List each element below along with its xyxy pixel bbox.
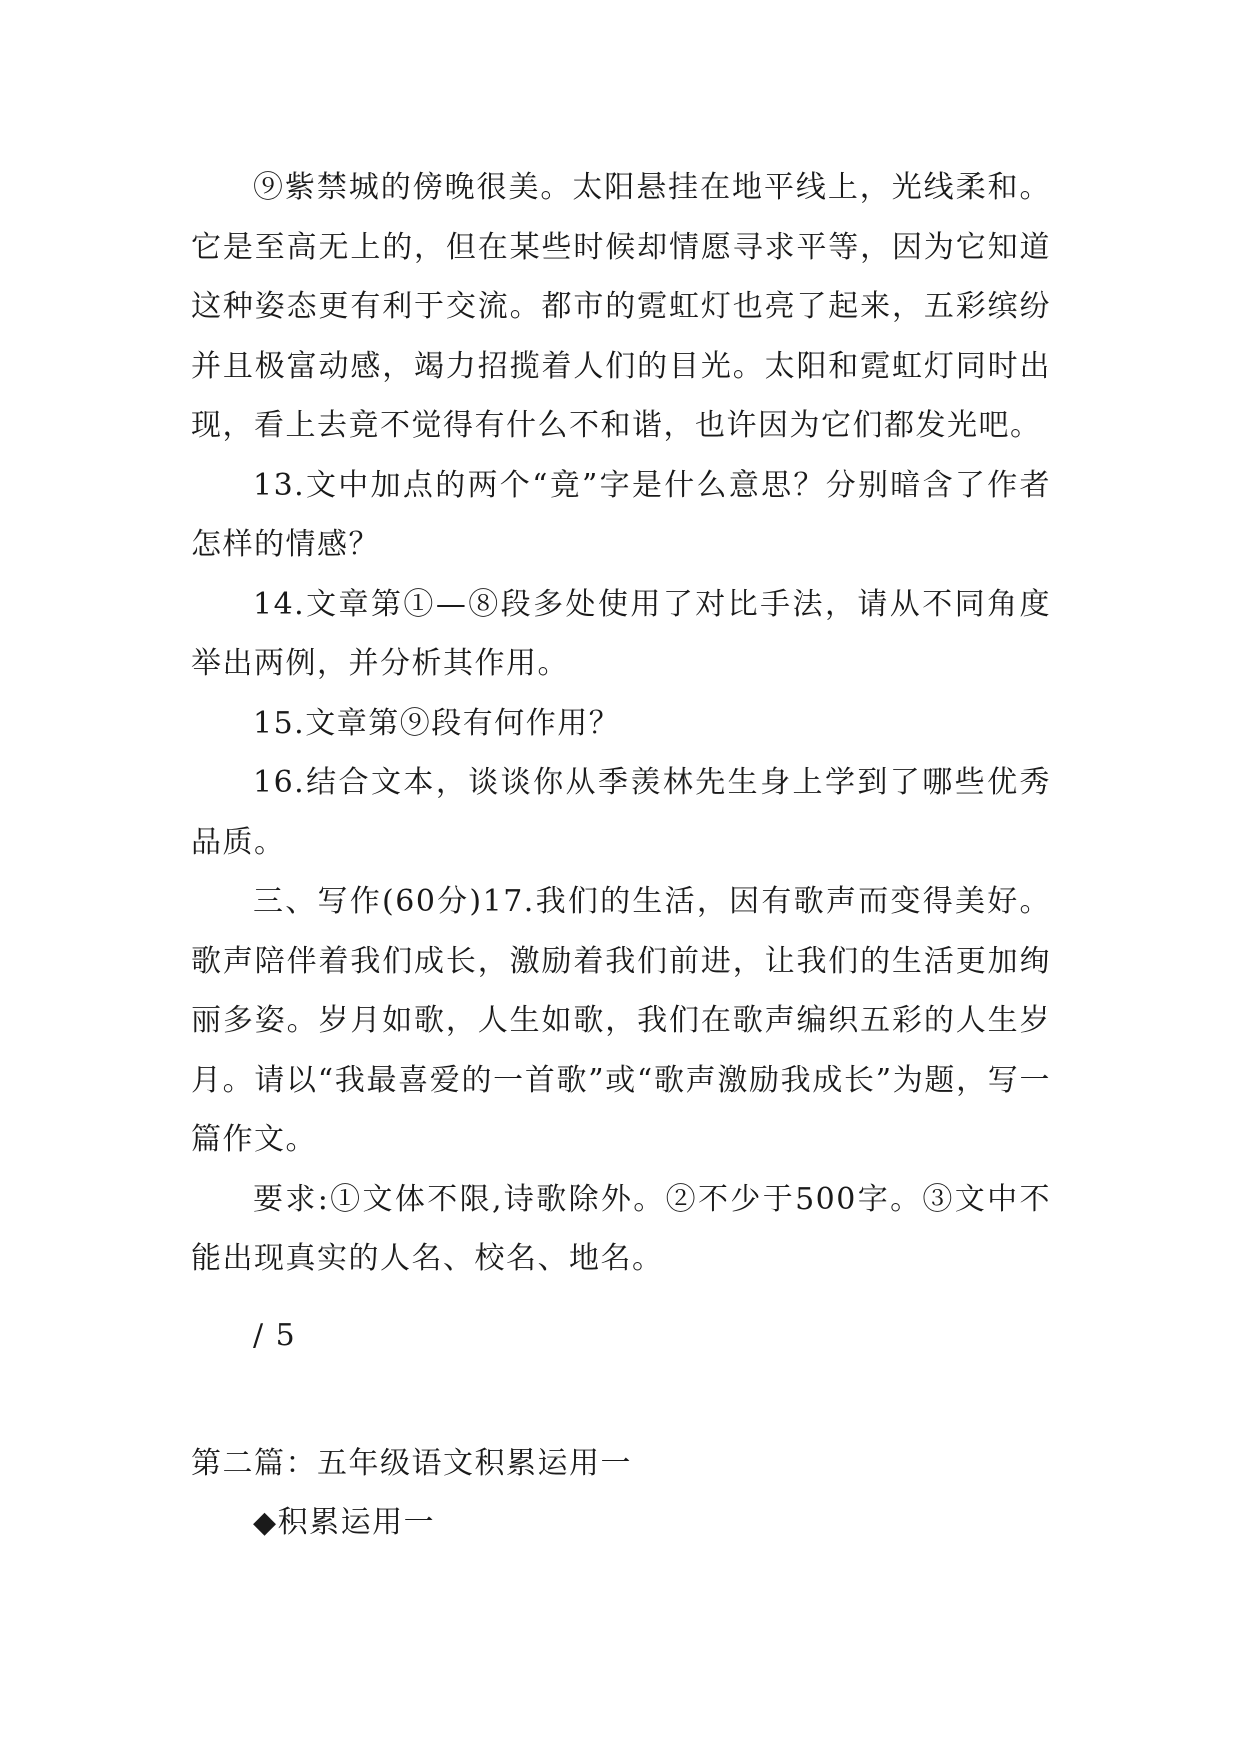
- sub-title: ◆积累运用一: [253, 1505, 436, 1540]
- writing-prompt: 三、写作(60分)17.我们的生活，因有歌声而变得美好。歌声陪伴着我们成长，激励着我们前进，让我们的生活更加绚丽多姿。岁月如歌，人生如歌，我们在歌声编织五彩的人生岁月。请以“我最喜爱的一首歌”或“歌声激励我成长”为题，写一篇作文。: [191, 884, 1051, 1157]
- question-13: 13.文中加点的两个“竟”字是什么意思？分别暗含了作者怎样的情感？: [191, 467, 1051, 562]
- text-body: [191, 158, 1051, 1289]
- writing-requirements: 要求:①文体不限,诗歌除外。②不少于500字。③文中不能出现真实的人名、校名、地名。: [191, 1181, 1051, 1276]
- section-title: 第二篇：五年级语文积累运用一: [191, 1446, 632, 1481]
- question-14: 14.文章第①—⑧段多处使用了对比手法，请从不同角度举出两例，并分析其作用。: [191, 586, 1051, 681]
- paragraph-9: ⑨紫禁城的傍晚很美。太阳悬挂在地平线上，光线柔和。它是至高无上的，但在某些时候却情愿寻求平等，因为它知道这种姿态更有利于交流。都市的霓虹灯也亮了起来，五彩缤纷并且极富动感，竭力招揽着人们的目光。太阳和霓虹灯同时出现，看上去竟不觉得有什么不和谐，也许因为它们都发光吧。: [191, 170, 1051, 443]
- question-16: 16.结合文本，谈谈你从季羡林先生身上学到了哪些优秀品质。: [191, 765, 1051, 860]
- question-15: 15.文章第⑨段有何作用？: [253, 705, 621, 741]
- page-number: / 5: [253, 1318, 297, 1353]
